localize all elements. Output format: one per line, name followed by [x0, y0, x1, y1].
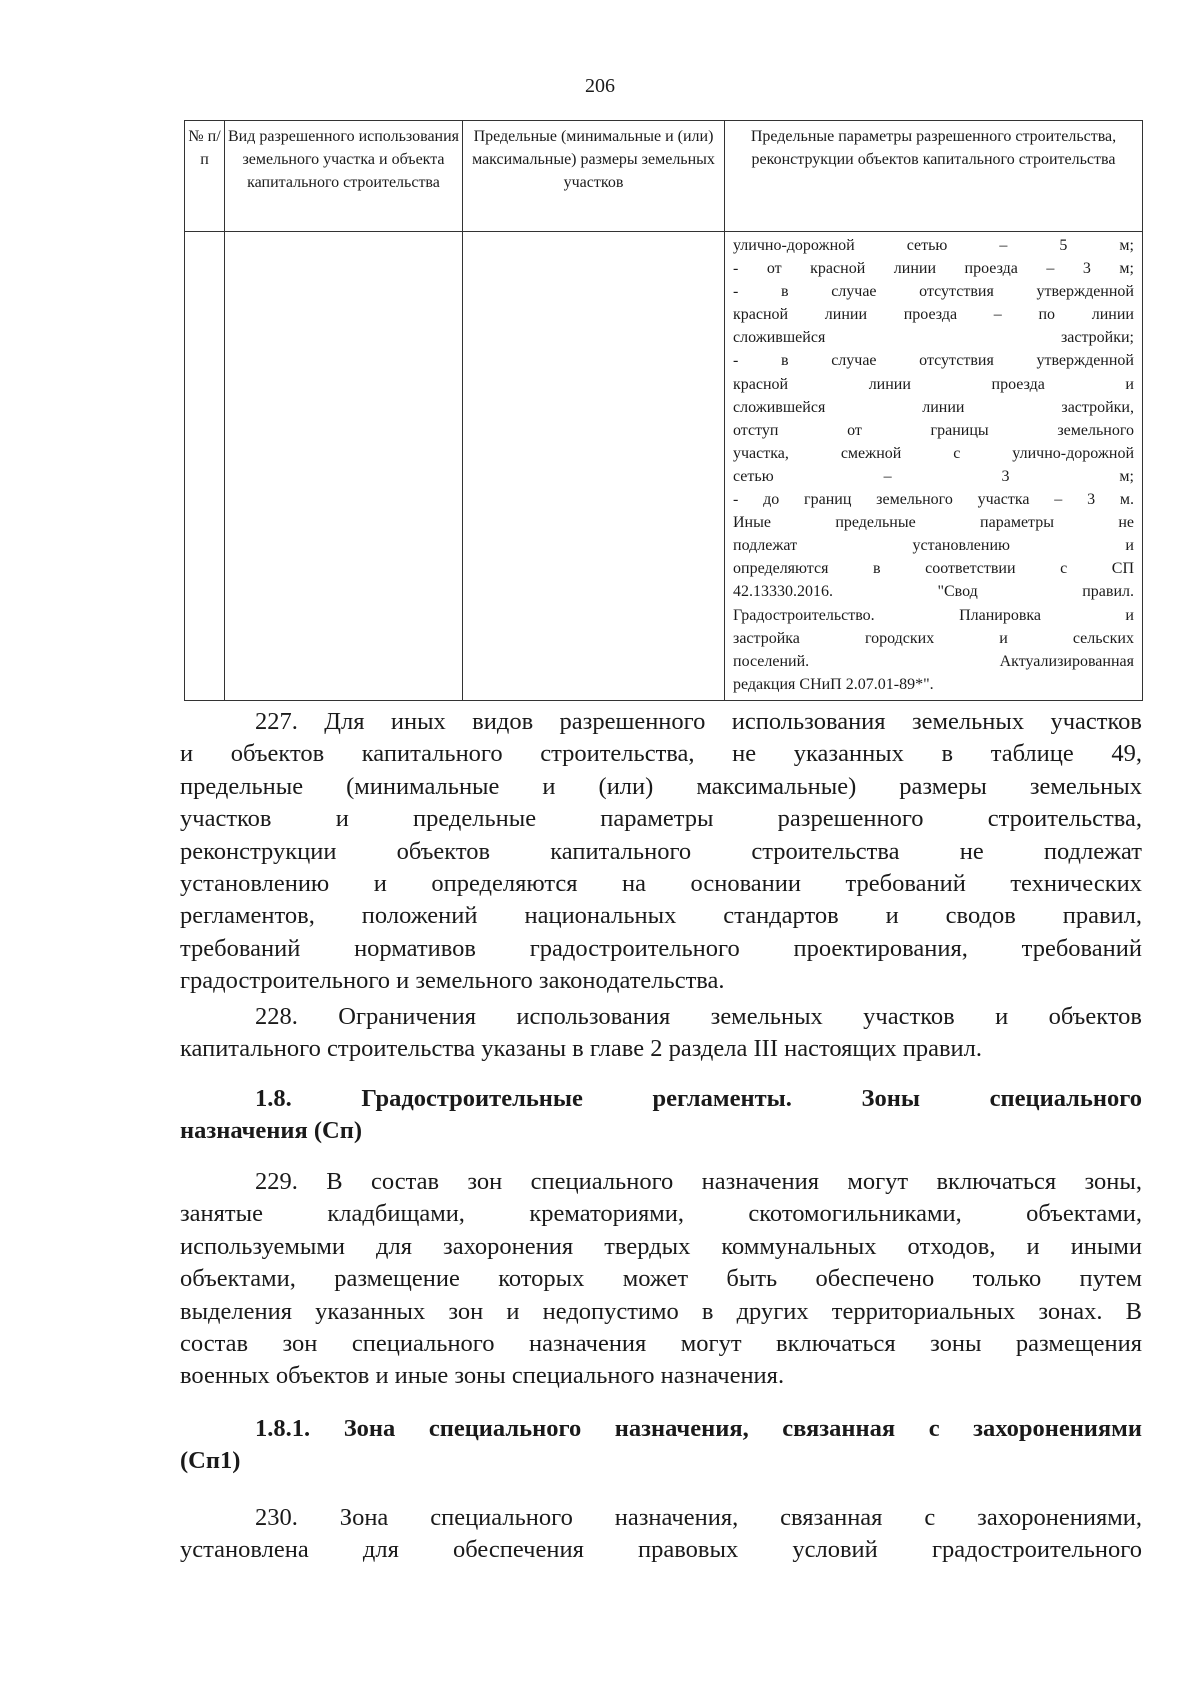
text-line: используемыми для захоронения твердых коммунальных отходов, и иными [180, 1232, 1142, 1260]
cell-text-line: редакция СНиП 2.07.01-89*". [733, 675, 934, 693]
heading-line: (Сп1) [180, 1447, 241, 1475]
cell-number [185, 232, 225, 701]
cell-text-line: - в случае отсутствия утвержденной [733, 352, 1134, 370]
heading-line: назначения (Сп) [180, 1117, 363, 1145]
cell-text-line: Иные предельные параметры не [733, 514, 1134, 532]
text-line: предельные (минимальные и (или) максимальные) размеры земельных [180, 772, 1142, 800]
page-number: 206 [585, 75, 615, 97]
parameters-table [184, 120, 1143, 701]
text-line: реконструкции объектов капитального строительства не подлежат [180, 837, 1142, 865]
heading-line: 1.8. Градостроительные регламенты. Зоны специального [255, 1085, 1142, 1112]
cell-text-line: сложившейся застройки; [733, 329, 1134, 347]
cell-text-line: сетью – 3 м; [733, 467, 1134, 485]
text-line: состав зон специального назначения могут включаться зоны размещения [180, 1330, 1142, 1358]
cell-text-line: Градостроительство. Планировка и [733, 606, 1134, 624]
cell-text-line: улично-дорожной сетью – 5 м; [733, 237, 1134, 254]
header-plot-sizes: Предельные (минимальные и (или) максимальные) размеры земельных участков [463, 121, 725, 232]
text-line: установлена для обеспечения правовых условий градостроительного [180, 1536, 1142, 1564]
text-line: занятые кладбищами, крематориями, скотомогильниками, объектами, [180, 1200, 1142, 1228]
cell-text-line: красной линии проезда и [733, 375, 1134, 393]
cell-text-line: определяются в соответствии с СП [733, 560, 1134, 578]
text-line: военных объектов и иные зоны специального назначения. [180, 1362, 785, 1390]
text-line: 229. В состав зон специального назначения могут включаться зоны, [255, 1168, 1142, 1195]
heading-line: 1.8.1. Зона специального назначения, связанная с захоронениями [255, 1415, 1142, 1442]
paragraph-228 [180, 1001, 1142, 1066]
cell-text-line: отступ от границы земельного [733, 421, 1134, 439]
cell-text-line: - в случае отсутствия утвержденной [733, 283, 1134, 301]
text-line: выделения указанных зон и недопустимо в других территориальных зонах. В [180, 1297, 1142, 1325]
cell-text-line: сложившейся линии застройки, [733, 398, 1134, 416]
cell-text-line: участка, смежной с улично-дорожной [733, 444, 1134, 462]
header-number: № п/п [185, 121, 225, 232]
cell-plot-sizes [463, 232, 725, 701]
text-line: 227. Для иных видов разрешенного использования земельных участков [255, 708, 1142, 735]
table-row [185, 232, 1143, 701]
cell-text-line: подлежат установлению и [733, 537, 1134, 555]
cell-text-line: - до границ земельного участка – 3 м. [733, 491, 1134, 509]
cell-text-line: 42.13330.2016. "Свод правил. [733, 583, 1134, 601]
text-line: установлению и определяются на основании требований технических [180, 870, 1142, 898]
paragraph-230 [180, 1502, 1142, 1567]
text-line: капитального строительства указаны в главе 2 раздела III настоящих правил. [180, 1035, 983, 1063]
cell-text-line: застройка городских и сельских [733, 629, 1134, 647]
cell-usage-type [225, 232, 463, 701]
cell-text-line: поселений. Актуализированная [733, 652, 1134, 670]
parameters-text [725, 232, 1142, 696]
header-construction-parameters: Предельные параметры разрешенного строительства, реконструкции объектов капитального строительства [725, 121, 1143, 232]
paragraph-229 [180, 1166, 1142, 1393]
text-line: 228. Ограничения использования земельных участков и объектов [255, 1003, 1142, 1030]
section-heading-1-8 [180, 1083, 1142, 1148]
text-line: и объектов капитального строительства, не указанных в таблице 49, [180, 740, 1142, 768]
text-line: требований нормативов градостроительного проектирования, требований [180, 934, 1142, 962]
cell-text-line: красной линии проезда – по линии [733, 306, 1134, 324]
header-usage-type: Вид разрешенного использования земельного участка и объекта капитального строительства [225, 121, 463, 232]
text-line: объектами, размещение которых может быть обеспечено только путем [180, 1265, 1142, 1293]
cell-construction-parameters [725, 232, 1143, 701]
paragraph-227 [180, 706, 1142, 998]
text-line: участков и предельные параметры разрешенного строительства, [180, 805, 1142, 833]
section-heading-1-8-1 [180, 1413, 1142, 1478]
text-line: градостроительного и земельного законодательства. [180, 967, 725, 995]
text-line: регламентов, положений национальных стандартов и сводов правил, [180, 902, 1142, 930]
table-header-row [185, 121, 1143, 232]
text-line: 230. Зона специального назначения, связанная с захоронениями, [255, 1504, 1142, 1531]
cell-text-line: - от красной линии проезда – 3 м; [733, 260, 1134, 278]
